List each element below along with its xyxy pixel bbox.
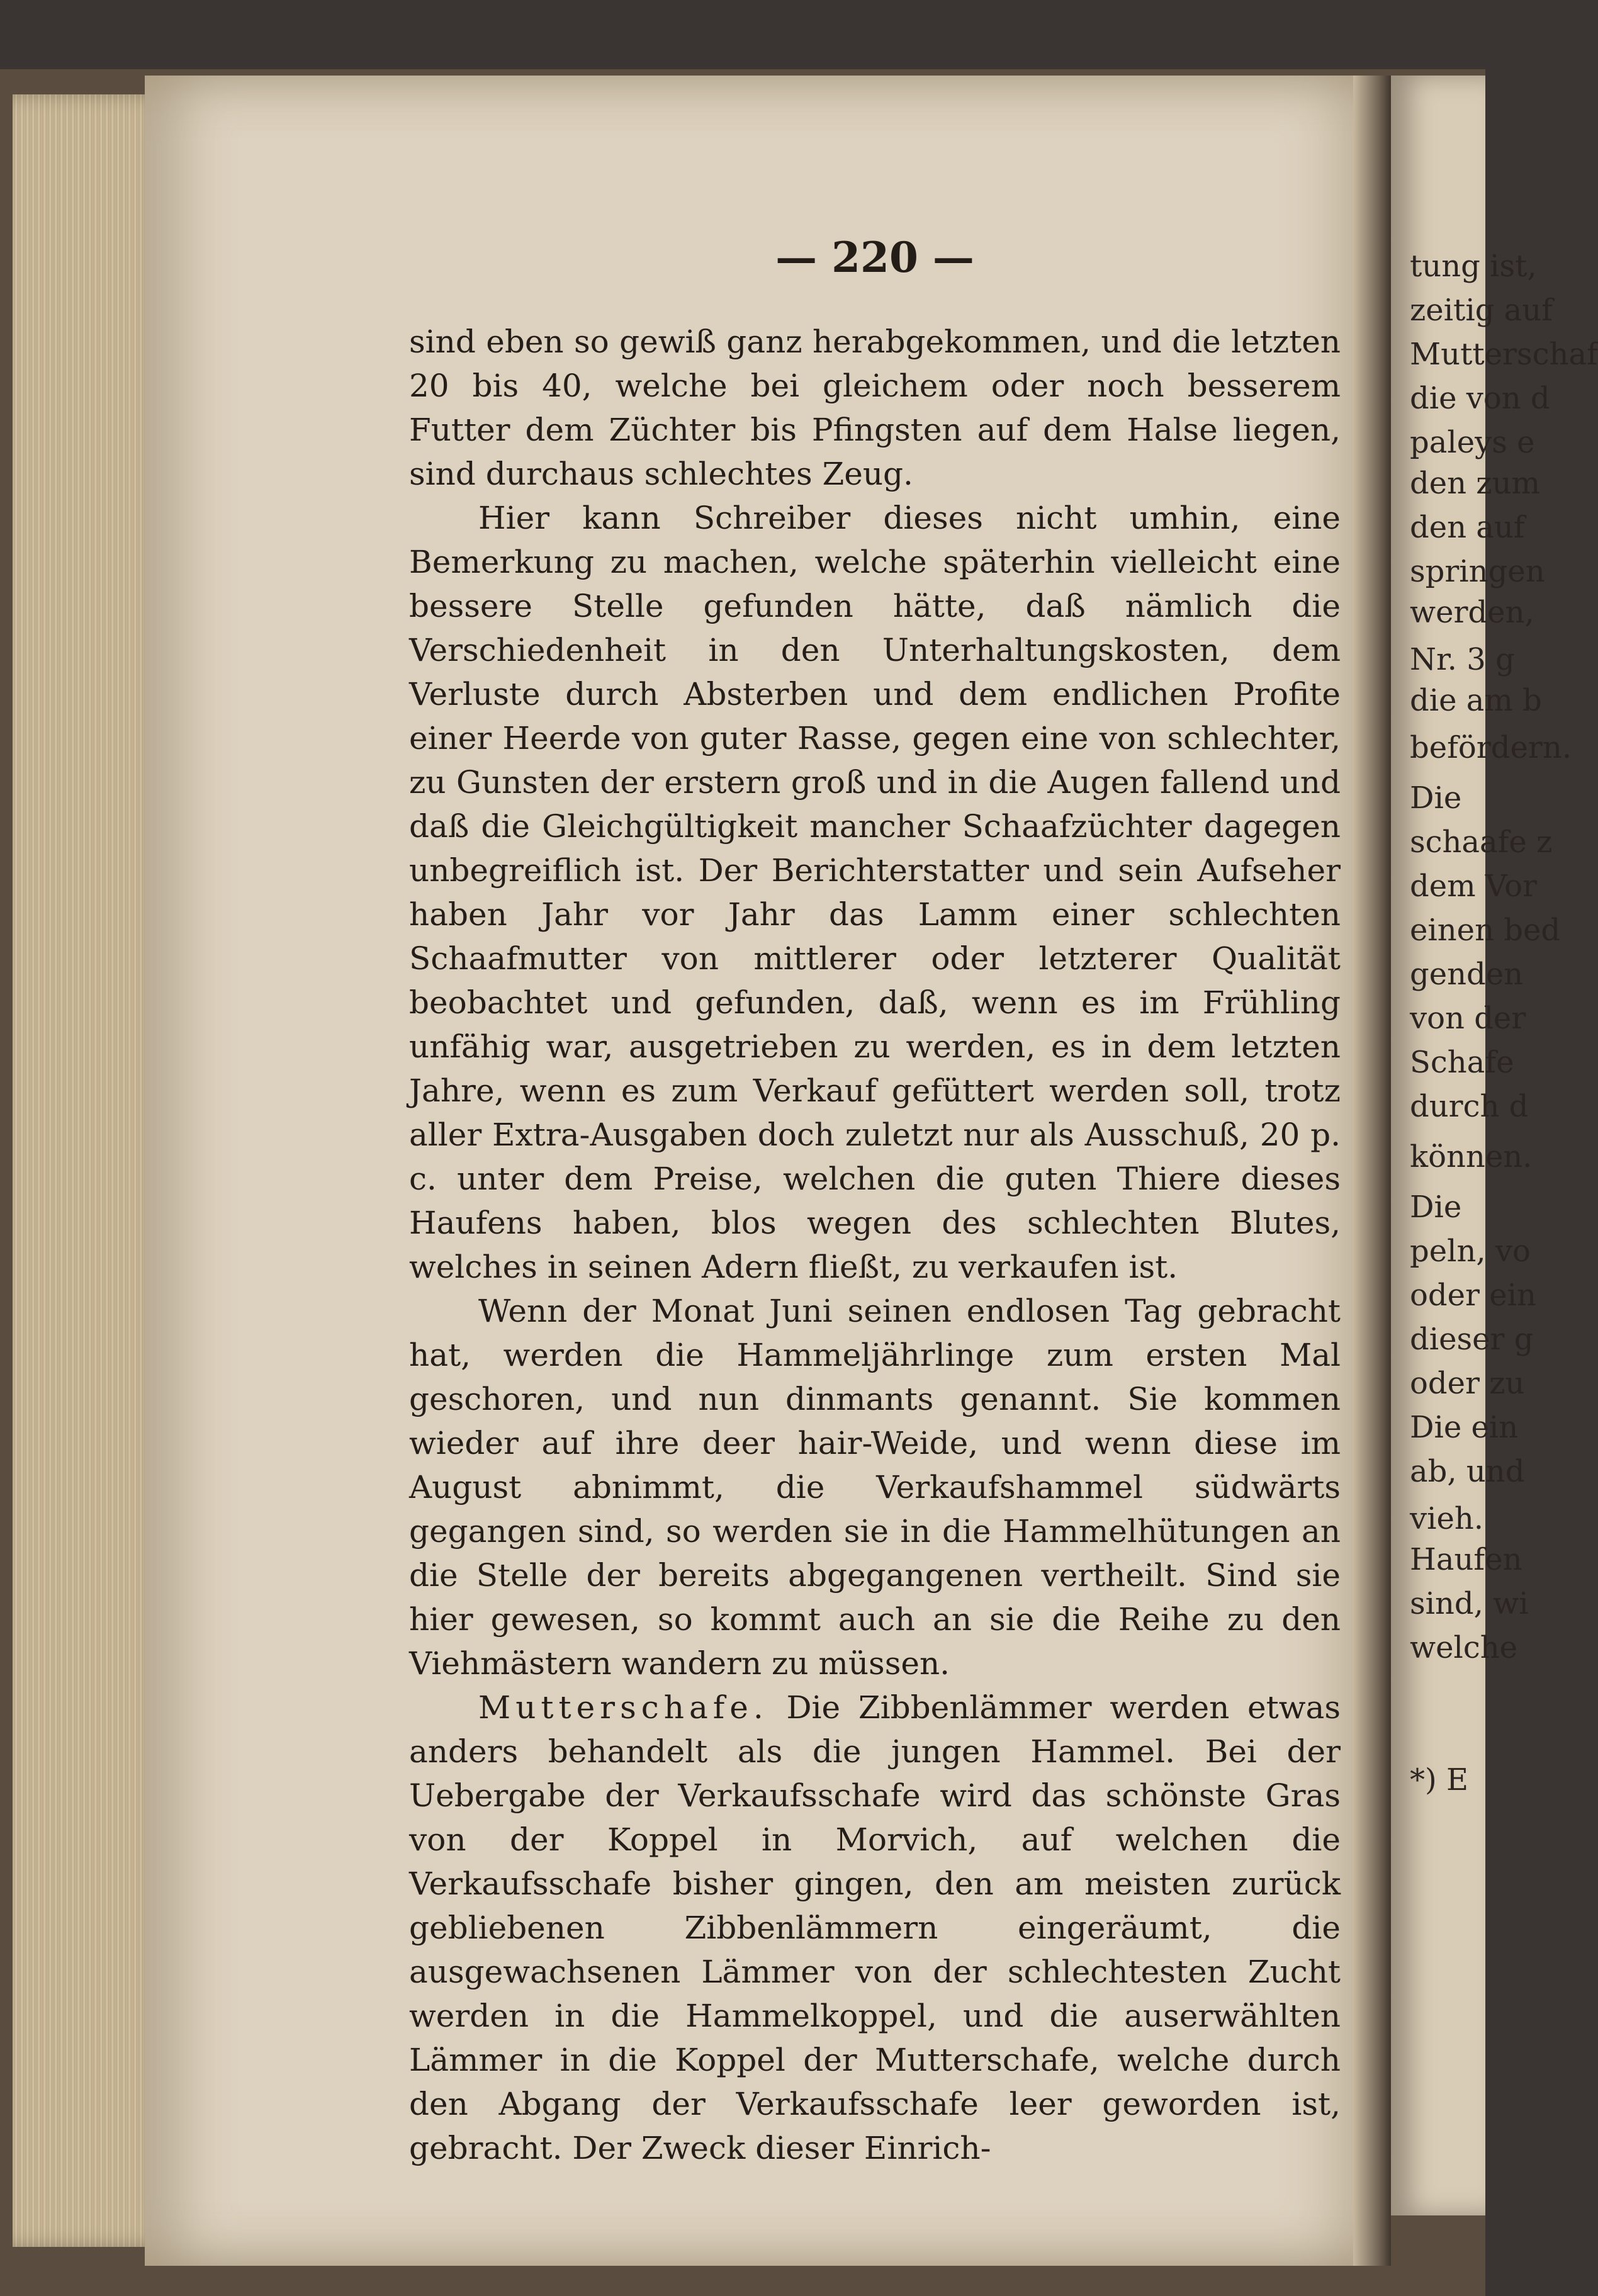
right-page — [1391, 76, 1598, 2215]
page-body — [409, 320, 1341, 2170]
right-page-fragment: *) E — [1410, 1762, 1469, 1798]
right-page-fragment: einen bed — [1410, 913, 1561, 948]
right-page-fragment: springen — [1410, 554, 1545, 589]
right-page-fragment: die von d — [1410, 381, 1550, 416]
paragraph: sind eben so gewiß ganz herabgekommen, und die letzten 20 bis 40, welche bei gleichem oder noch besserem Futter dem Züchter bis Pfingsten auf dem Halse liegen, sind durchaus schlechtes Zeug. — [409, 324, 1341, 492]
right-page-fragment: Die — [1410, 1190, 1462, 1225]
right-page-fragment: ab, und — [1410, 1454, 1525, 1489]
book-gutter — [1353, 76, 1391, 2266]
right-page-fragment: oder zu — [1410, 1366, 1525, 1401]
section-heading: Mutterschafe. — [478, 1689, 768, 1726]
right-page-fragment: werden, — [1410, 595, 1534, 630]
paragraph: Hier kann Schreiber dieses nicht umhin, eine Bemerkung zu machen, welche späterhin vielleicht eine bessere Stelle gefunden hätte, daß nämlich die Verschiedenheit in den Unterhaltungskosten, dem Verluste durch Absterben und dem endlichen Profite einer Heerde von guter Rasse, gegen eine von schlechter, zu Gunsten der erstern groß und in die Augen fallend und daß die Gleichgültigkeit mancher Schaafzüchter dagegen unbegreiflich ist. Der Berichterstatter und sein Aufseher haben Jahr vor Jahr das Lamm einer schlechten Schaafmutter von mittlerer oder letzterer Qualität beobachtet und gefunden, daß, wenn es im Frühling unfähig war, ausgetrieben zu werden, es in dem letzten Jahre, wenn es zum Verkauf gefüttert werden soll, trotz aller Extra-Ausgaben doch zuletzt nur als Ausschuß, 20 p. c. unter dem Preise, welchen die guten Thiere dieses Haufens haben, blos wegen des schlechten Blutes, welches in seinen Adern fließt, zu verkaufen ist. — [409, 500, 1341, 1285]
right-page-fragment: befördern. — [1410, 730, 1572, 765]
right-page-fragment: schaafe z — [1410, 824, 1553, 860]
right-page-fragment: tung ist, — [1410, 249, 1537, 284]
right-page-fragment: Schafe — [1410, 1045, 1514, 1080]
right-page-fragment: den zum — [1410, 466, 1541, 501]
right-page-fragment: Nr. 3 g — [1410, 642, 1515, 677]
right-page-fragment: den auf — [1410, 510, 1525, 545]
right-page-fragment: können. — [1410, 1139, 1533, 1174]
right-page-fragment: peln, vo — [1410, 1234, 1531, 1269]
right-page-fragment: Mutterschaf — [1410, 337, 1598, 372]
right-page-fragment: zeitig auf — [1410, 293, 1553, 328]
right-page-fragment: dem Vor — [1410, 869, 1538, 904]
paragraph: Wenn der Monat Juni seinen endlosen Tag gebracht hat, werden die Hammeljährlinge zum ersten Mal geschoren, und nun dinmants genannt. Sie kommen wieder auf ihre deer hair-Weide, und wenn diese im August abnimmt, die Verkaufshammel südwärts gegangen sind, so werden sie in die Hammelhütungen an die Stelle der bereits abgegangenen vertheilt. Sind sie hier gewesen, so kommt auch an sie die Reihe zu den Viehmästern wandern zu müssen. — [409, 1293, 1341, 1682]
right-page-fragment: vieh. — [1410, 1501, 1484, 1536]
right-page-fragment: Die ein — [1410, 1410, 1519, 1445]
right-page-fragment: Die — [1410, 780, 1462, 816]
right-page-fragment: sind, wi — [1410, 1586, 1529, 1621]
right-page-fragment: paleys e — [1410, 425, 1535, 460]
right-page-fragment: von der — [1410, 1001, 1526, 1036]
right-page-fragment: Haufen — [1410, 1542, 1522, 1577]
right-page-fragment: dieser g — [1410, 1322, 1534, 1357]
right-page-fragment: durch d — [1410, 1089, 1529, 1124]
page-number: — 220 — — [775, 233, 974, 282]
paragraph-text: Die Zibbenlämmer werden etwas anders behandelt als die jungen Hammel. Bei der Uebergabe der Verkaufsschafe wird das schönste Gras von der Koppel in Morvich, auf welchen die Verkaufsschafe bisher gingen, den am meisten zurück gebliebenen Zibbenlämmern eingeräumt, die ausgewachsenen Lämmer von der schlechtesten Zucht werden in die Hammelkoppel, und die auserwählten Lämmer in die Koppel der Mutterschafe, welche durch den Abgang der Verkaufsschafe leer geworden ist, gebracht. Der Zweck dieser Einrich- — [409, 1689, 1341, 2166]
right-page-fragment: oder ein — [1410, 1278, 1536, 1313]
right-page-fragment: die am b — [1410, 683, 1542, 718]
paragraph — [409, 1685, 1341, 2170]
right-page-fragment: genden — [1410, 957, 1524, 992]
right-page-fragment: welche — [1410, 1630, 1518, 1665]
